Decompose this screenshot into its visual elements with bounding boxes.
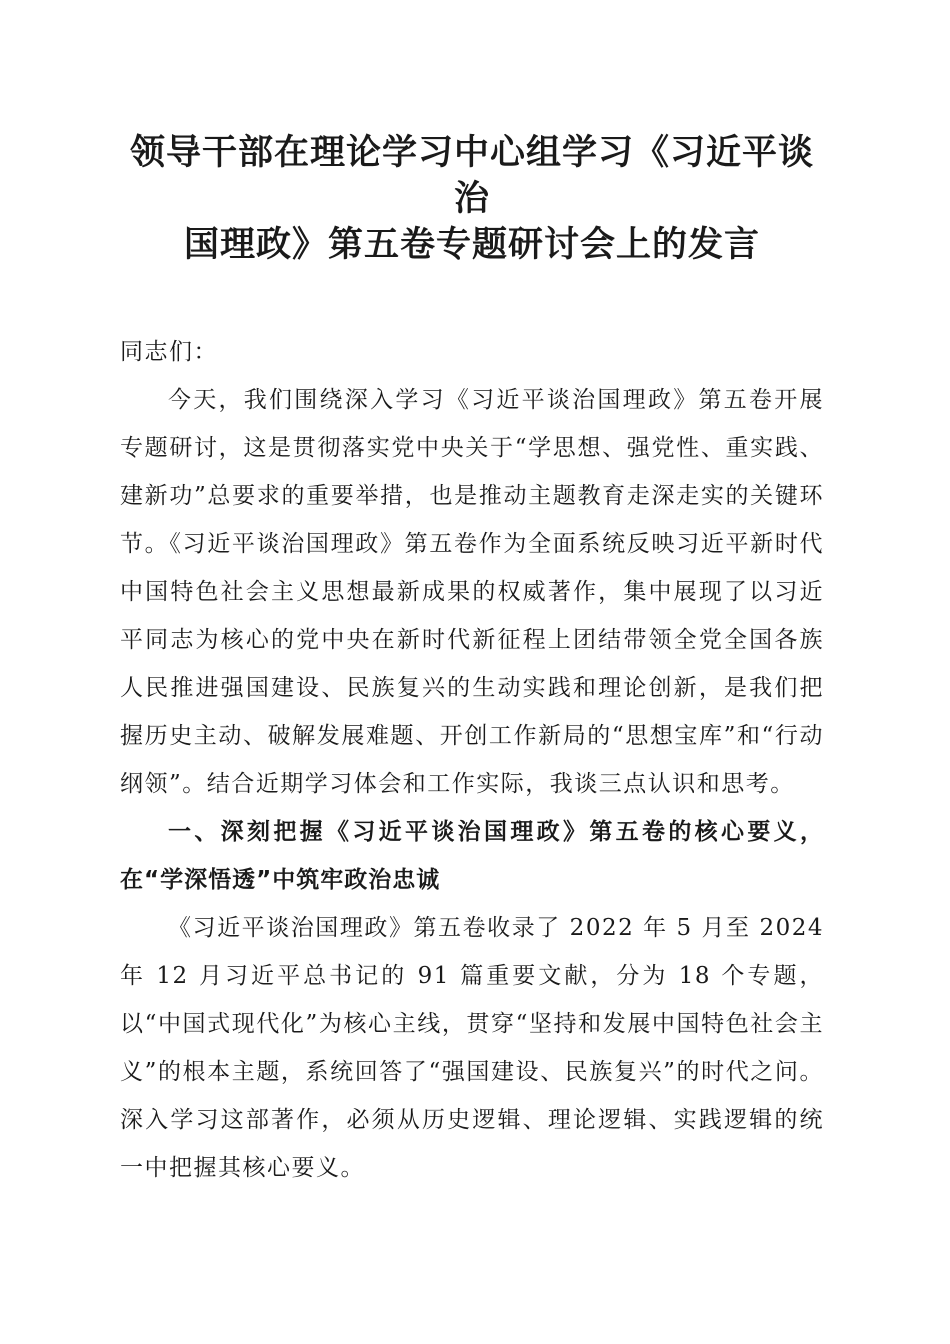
section-1-paragraph: 《习近平谈治国理政》第五卷收录了 2022 年 5 月至 2024 年 12 月习近平总书记的 91 篇重要文献，分为 18 个专题，以“中国式现代化”为核心主线，贯穿“坚持和发展中国特色社会主义”的根本主题，系统回答了“强国建设、民族复兴”的时代之问。深入学习这部著作，必须从历史逻辑、理论逻辑、实践逻辑的统一中把握其核心要义。	[120, 915, 824, 1181]
title-line-1: 领导干部在理论学习中心组学习《习近平谈治	[129, 133, 814, 219]
title-line-2: 国理政》第五卷专题研讨会上的发言	[183, 225, 760, 265]
document-body	[120, 328, 824, 1192]
salutation: 同志们：	[120, 339, 218, 365]
intro-paragraph: 今天，我们围绕深入学习《习近平谈治国理政》第五卷开展专题研讨，这是贯彻落实党中央关于“学思想、强党性、重实践、建新功”总要求的重要举措，也是推动主题教育走深走实的关键环节。《习近平谈治国理政》第五卷作为全面系统反映习近平新时代中国特色社会主义思想最新成果的权威著作，集中展现了以习近平同志为核心的党中央在新时代新征程上团结带领全党全国各族人民推进强国建设、民族复兴的生动实践和理论创新，是我们把握历史主动、破解发展难题、开创工作新局的“思想宝库”和“行动纲领”。结合近期学习体会和工作实际，我谈三点认识和思考。	[120, 387, 824, 797]
section-1-heading: 一、深刻把握《习近平谈治国理政》第五卷的核心要义，在“学深悟透”中筑牢政治忠诚	[120, 819, 824, 893]
document-title	[120, 130, 824, 268]
document-page	[120, 130, 824, 1192]
